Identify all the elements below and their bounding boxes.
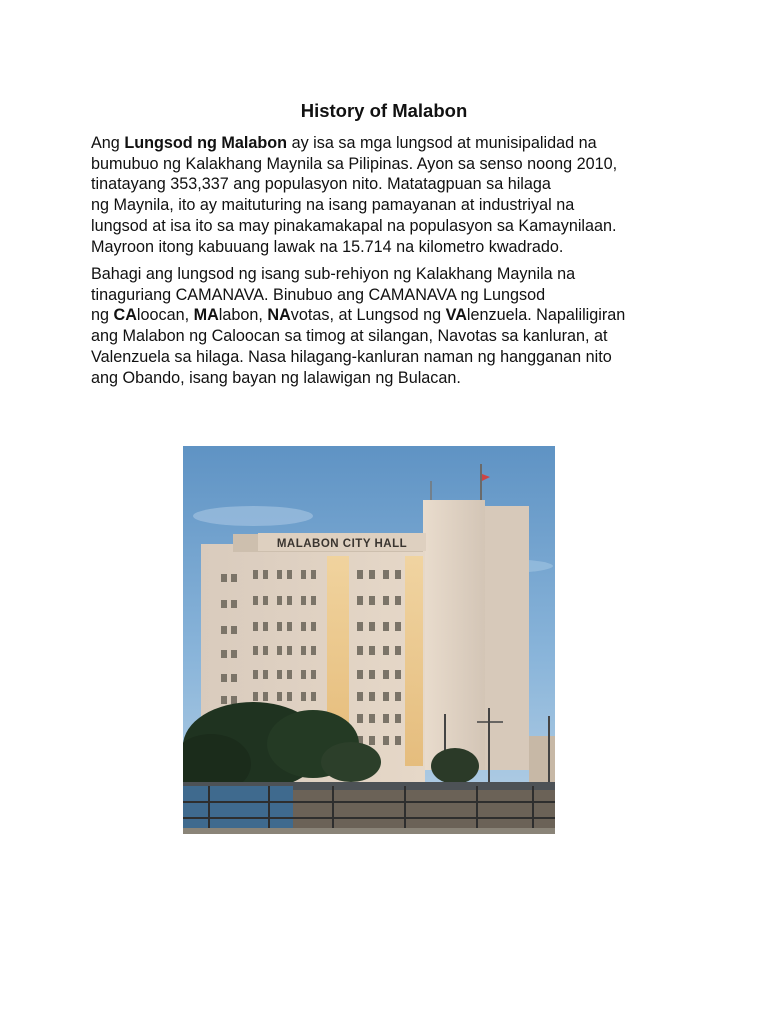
text-line: tinatayang 353,337 ang populasyon nito. Matatagpuan sa hilaga bbox=[91, 175, 551, 194]
city-hall-photo bbox=[183, 446, 555, 834]
text-line: ang Malabon ng Caloocan sa timog at silangan, Navotas sa kanluran, at bbox=[91, 327, 608, 346]
paragraph-intro bbox=[91, 133, 691, 257]
text-line: ng Maynila, ito ay maituturing na isang pamayanan at industriyal na bbox=[91, 196, 575, 215]
building-sign: MALABON CITY HALL bbox=[276, 538, 408, 550]
bold-na: NA bbox=[267, 306, 291, 325]
text-line: tinaguriang CAMANAVA. Binubuo ang CAMANAVA ng Lungsod bbox=[91, 285, 546, 304]
text-line: ang Obando, isang bayan ng lalawigan ng Bulacan. bbox=[91, 368, 461, 387]
text-line: lungsod at isa ito sa may pinakamakapal na populasyon sa Kamaynilaan. bbox=[91, 216, 617, 235]
text-line: Valenzuela sa hilaga. Nasa hilagang-kanluran naman ng hangganan nito bbox=[91, 347, 612, 366]
text-line: ng CAloocan, MAlabon, NAvotas, at Lungsod ng VAlenzuela. Napaliligiran bbox=[91, 306, 626, 325]
text-line: bumubuo ng Kalakhang Maynila sa Pilipinas. Ayon sa senso noong 2010, bbox=[91, 154, 618, 173]
bold-city-name: Lungsod ng Malabon bbox=[124, 134, 288, 152]
text-line: Ang Lungsod ng Malabon ay isa sa mga lungsod at munisipalidad na bbox=[91, 134, 597, 152]
paragraph-camanava bbox=[91, 264, 691, 388]
bold-ca: CA bbox=[113, 306, 137, 325]
bold-ma: MA bbox=[193, 306, 219, 325]
text-line: Mayroon itong kabuuang lawak na 15.714 na kilometro kwadrado. bbox=[91, 237, 564, 256]
text-line: Bahagi ang lungsod ng isang sub-rehiyon ng Kalakhang Maynila na bbox=[91, 265, 576, 283]
bold-va: VA bbox=[445, 306, 467, 325]
page-title: History of Malabon bbox=[300, 100, 468, 121]
